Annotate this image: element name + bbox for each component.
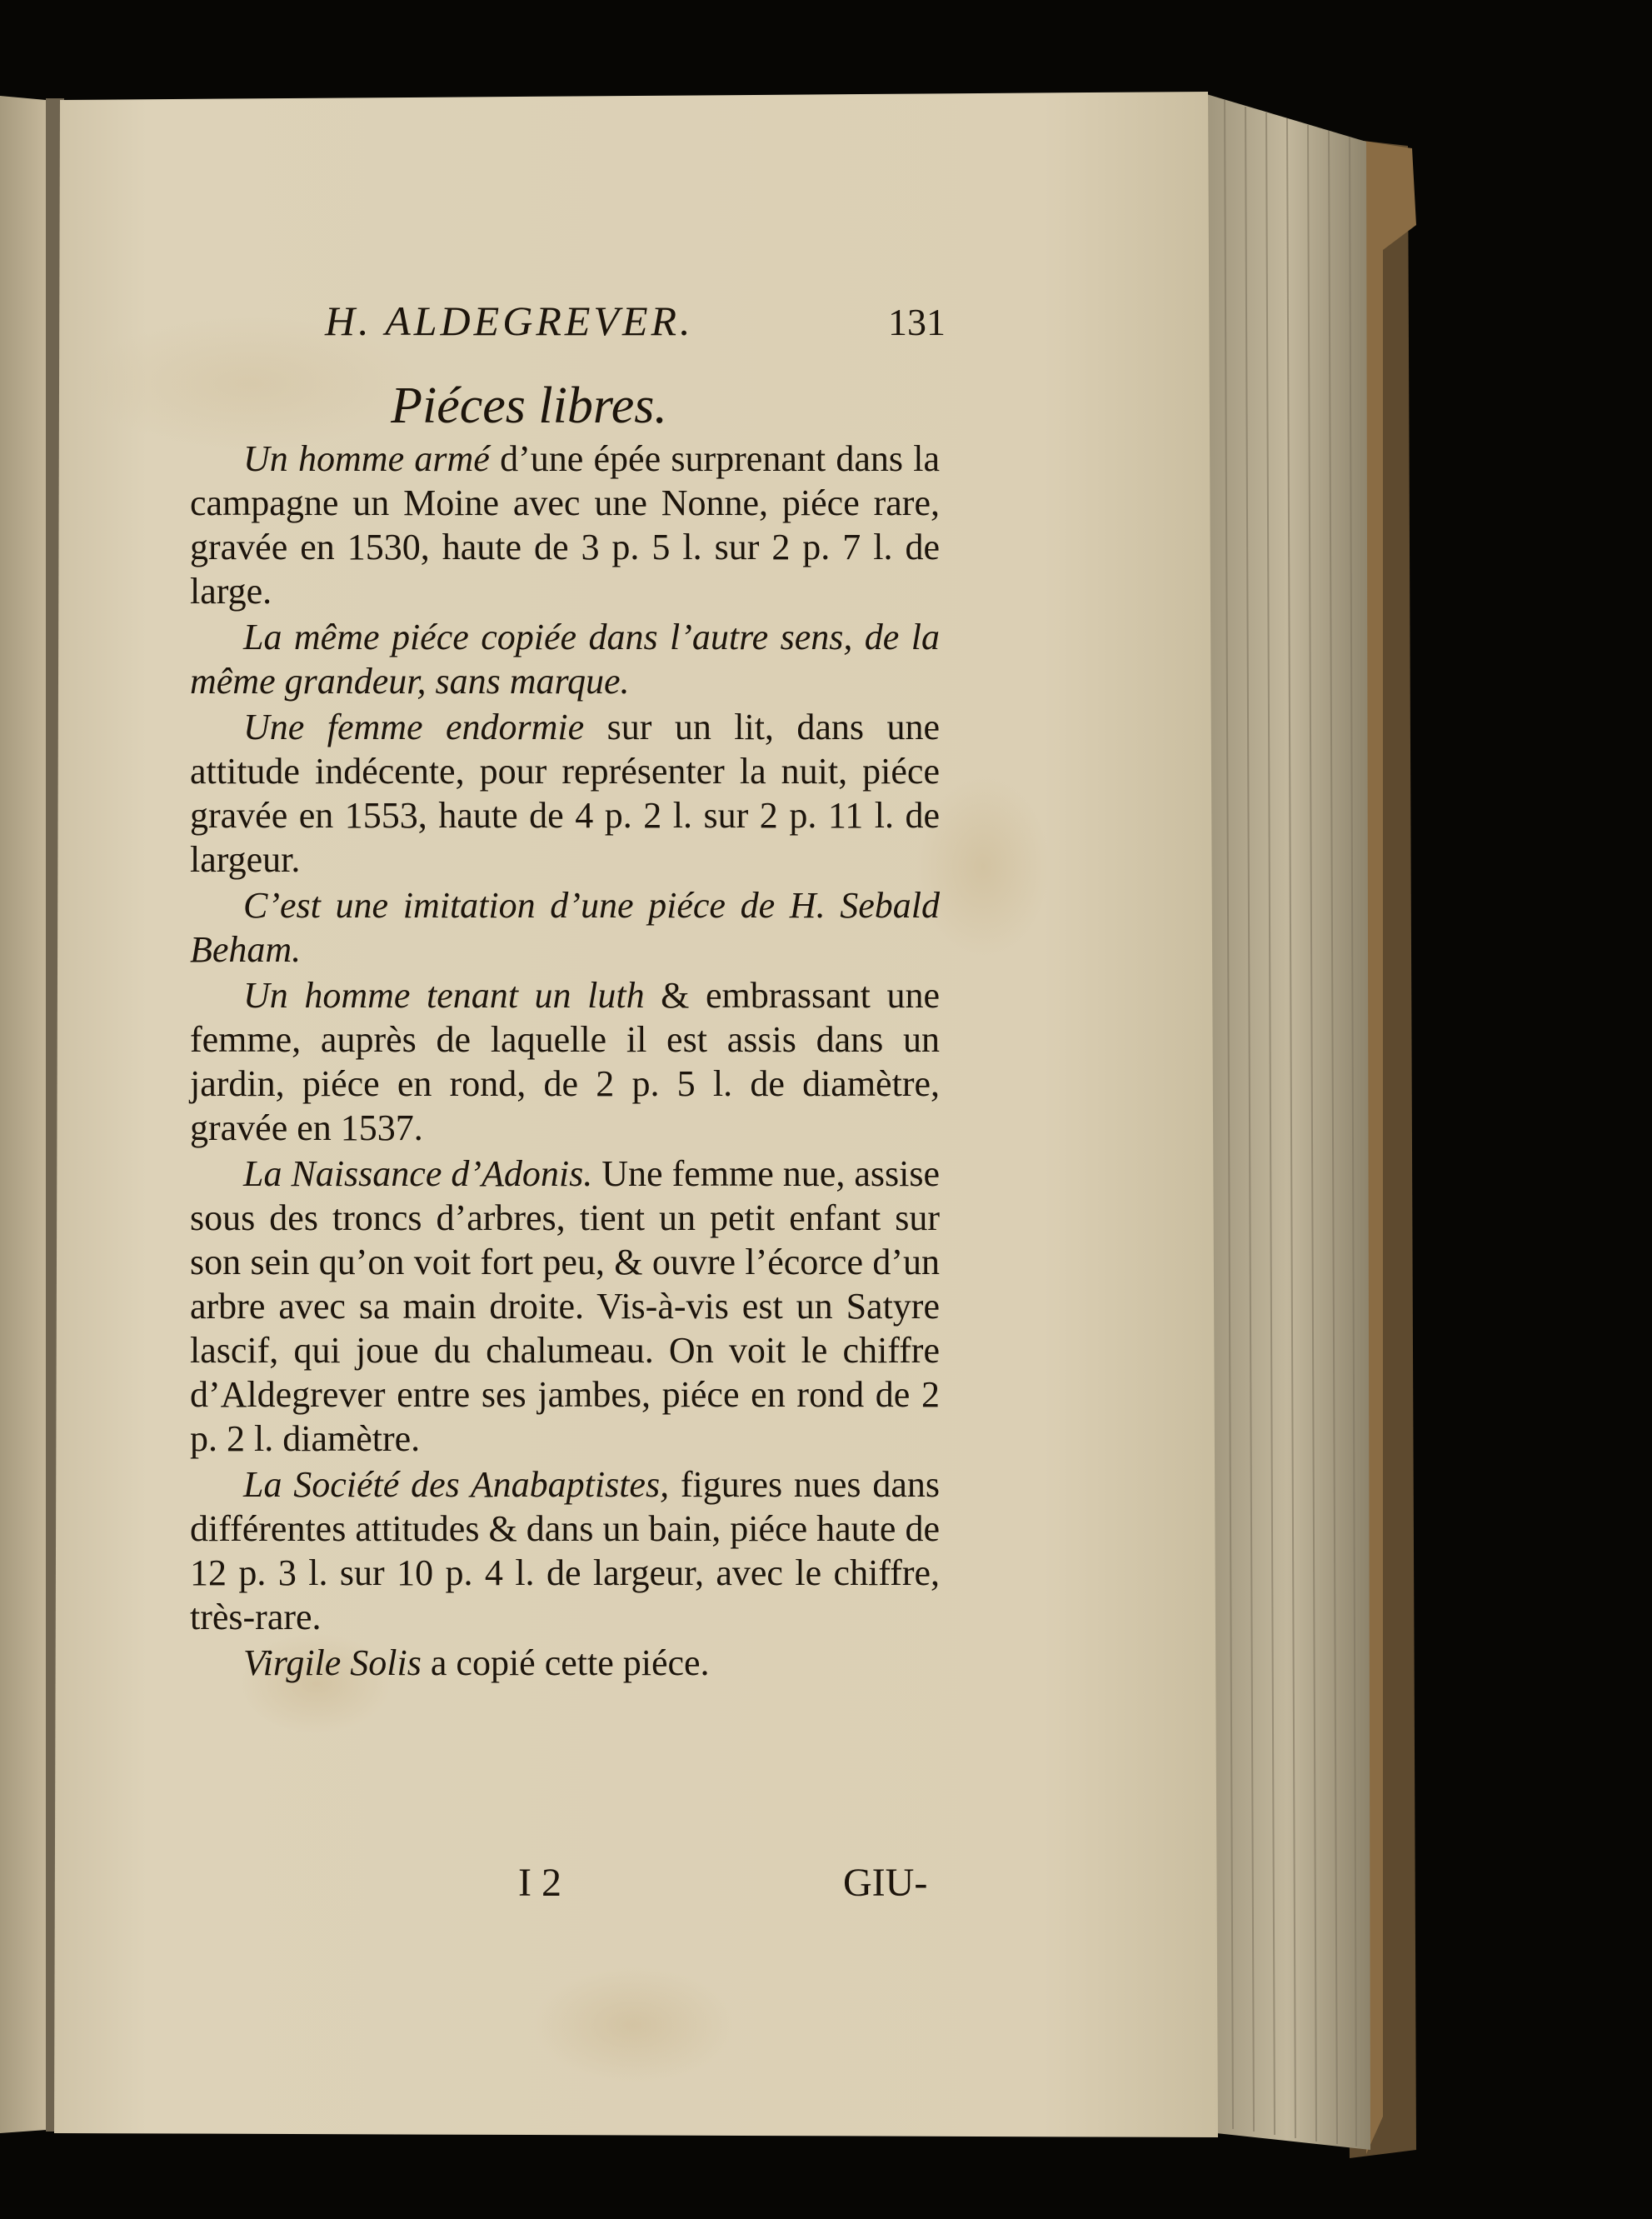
- entry: [190, 883, 940, 972]
- entry-text: figures nues dans différentes attitudes & dans un bain, piéce haute de 12 p. 3 l. sur 10 p. 4 l. de largeur, avec le chiffre, très-rare.: [190, 1464, 940, 1637]
- catalogue-entries: [190, 437, 940, 1687]
- entry-title: Un homme tenant un luth: [243, 975, 645, 1016]
- section-title: Piéces libres.: [391, 377, 667, 434]
- entry-text: Une femme nue, assise sous des troncs d’arbres, tient un petit enfant sur son sein qu’on voit fort peu, & ouvre l’écorce d’un arbre avec sa main droite. Vis-à-vis est un Satyre lascif, qui joue du chalumeau. On voit le chiffre d’Aldegrever entre ses jambes, piéce en rond de 2 p. 2 l. diamètre.: [190, 1153, 940, 1459]
- entry-title: Un homme armé: [243, 438, 490, 479]
- catchword: GIU-: [843, 1861, 928, 1905]
- entry-text: d’une épée surprenant dans la campagne un Moine avec une Nonne, piéce rare, gravée en 1530, haute de 3 p. 5 l. sur 2 p. 7 l. de large.: [190, 438, 940, 612]
- entry: [190, 615, 940, 703]
- entry-text: sur un lit, dans une attitude indécente, pour représenter la nuit, piéce gravée en 1553, haute de 4 p. 2 l. sur 2 p. 11 l. de largeur.: [190, 707, 940, 880]
- running-head: H. ALDEGREVER.: [325, 297, 694, 344]
- entry-text: a copié cette piéce.: [421, 1642, 710, 1683]
- entry-title: La Naissance d’Adonis.: [243, 1153, 593, 1194]
- entry-title: La même piéce copiée dans l’autre sens, de la même grandeur, sans marque.: [190, 617, 940, 702]
- entry: [190, 1152, 940, 1461]
- entry: [190, 973, 940, 1150]
- entry: [190, 437, 940, 613]
- entry-title: Virgile Solis: [243, 1642, 422, 1683]
- entry-text: & embrassant une femme, auprès de laquelle il est assis dans un jardin, piéce en rond, de 2 p. 5 l. de diamètre, gravée en 1537.: [190, 975, 940, 1148]
- entry: [190, 1462, 940, 1639]
- signature-mark: I 2: [518, 1861, 561, 1905]
- entry: [190, 705, 940, 882]
- entry-title: Une femme endormie: [243, 707, 585, 747]
- page-number: 131: [888, 301, 946, 343]
- entry-title: La Société des Anabaptistes,: [243, 1464, 670, 1505]
- entry: [190, 1641, 940, 1685]
- entry-title: C’est une imitation d’une piéce de H. Sebald Beham.: [190, 885, 940, 970]
